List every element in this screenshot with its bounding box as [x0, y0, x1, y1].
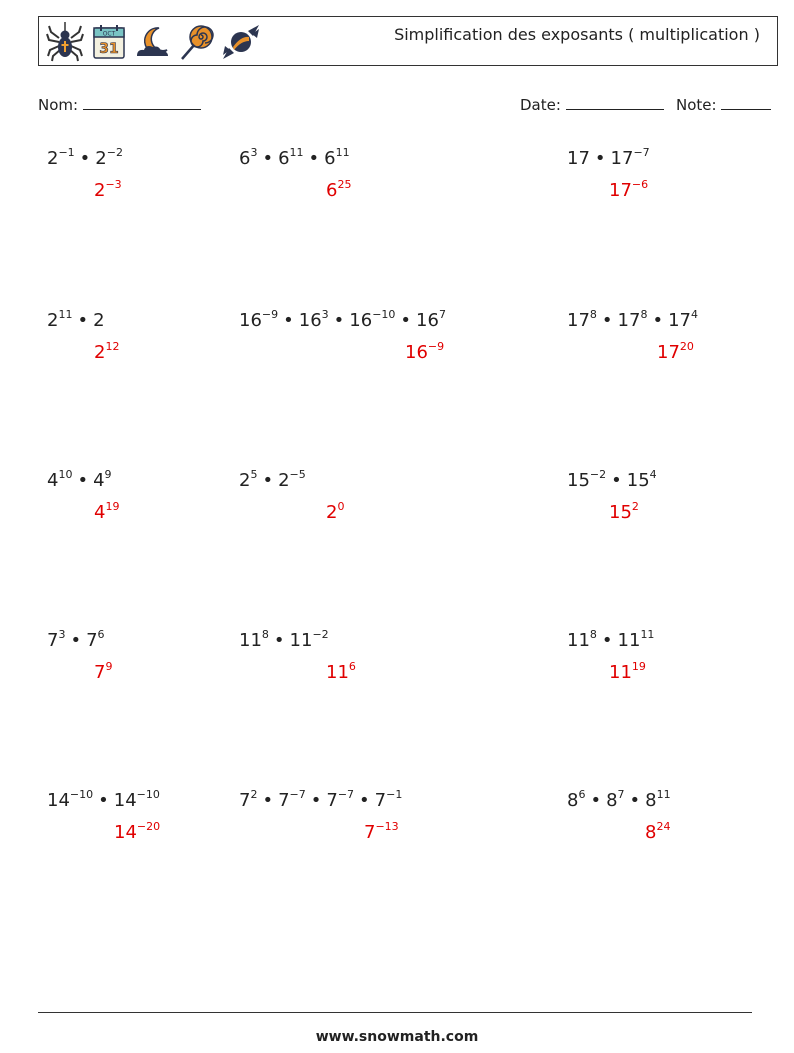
term-exponent: 6	[348, 660, 356, 673]
problem-expression	[567, 470, 657, 491]
problem-answer	[405, 342, 444, 363]
term-base: 2	[47, 148, 59, 169]
term-base: 2	[239, 470, 251, 491]
date-blank	[566, 95, 664, 110]
term-base: 17	[668, 310, 691, 331]
term-base: 17	[567, 310, 590, 331]
term-exponent: 8	[589, 628, 597, 641]
term-base: 15	[567, 470, 590, 491]
problem-expression	[239, 630, 329, 651]
term-exponent: 6	[578, 788, 586, 801]
term-exponent: −10	[372, 308, 396, 321]
problem-expression	[567, 790, 671, 811]
term-exponent: 11	[289, 146, 304, 159]
problem-expression	[47, 148, 123, 169]
term-base: 17	[617, 310, 641, 331]
problem-answer	[645, 822, 670, 843]
multiply-operator: •	[262, 148, 274, 169]
term-base: 6	[326, 180, 338, 201]
term-exponent: 3	[321, 308, 329, 321]
problem-answer	[657, 342, 694, 363]
term-base: 6	[239, 148, 251, 169]
multiply-operator: •	[333, 310, 345, 331]
term-exponent: 11	[335, 146, 350, 159]
problem-answer	[609, 180, 648, 201]
lollipop-icon	[177, 22, 217, 62]
term-base: 16	[405, 342, 428, 363]
header-icons	[45, 21, 261, 63]
term-exponent: −10	[136, 788, 160, 801]
term-exponent: 2	[250, 788, 258, 801]
date-field	[520, 95, 664, 114]
term-exponent: 20	[679, 340, 694, 353]
term-base: 11	[326, 662, 349, 683]
term-exponent: 11	[656, 788, 671, 801]
term-exponent: 24	[656, 820, 671, 833]
term-base: 11	[239, 630, 262, 651]
problem-expression	[47, 470, 112, 491]
multiply-operator: •	[594, 148, 606, 169]
term-base: 16	[239, 310, 262, 331]
term-base: 11	[617, 630, 641, 651]
calendar-day: 31	[99, 41, 119, 57]
term-exponent: 7	[438, 308, 446, 321]
term-base: 11	[289, 630, 313, 651]
footer-url: www.snowmath.com	[315, 1029, 479, 1045]
term-base: 8	[645, 822, 657, 843]
note-blank	[721, 95, 771, 110]
calendar-icon	[89, 22, 129, 62]
problem-expression	[239, 310, 446, 331]
term-exponent: 12	[105, 340, 120, 353]
term-base: 8	[567, 790, 579, 811]
term-base: 14	[114, 822, 137, 843]
term-exponent: 8	[589, 308, 597, 321]
problem-expression	[567, 148, 650, 169]
moon-cloud-icon	[133, 22, 173, 62]
name-label: Nom:	[38, 96, 79, 114]
term-exponent: −7	[289, 788, 306, 801]
term-base: 17	[610, 148, 634, 169]
term-exponent: −2	[106, 146, 123, 159]
term-base: 8	[606, 790, 618, 811]
term-base: 15	[626, 470, 650, 491]
multiply-operator: •	[590, 790, 602, 811]
term-exponent: −5	[289, 468, 306, 481]
problem-answer	[94, 662, 112, 683]
term-base: 7	[326, 790, 338, 811]
term-base: 7	[86, 630, 98, 651]
date-label: Date:	[520, 96, 561, 114]
multiply-operator: •	[262, 790, 274, 811]
problem-answer	[609, 662, 646, 683]
term-exponent: −13	[375, 820, 399, 833]
term-exponent: 19	[105, 500, 120, 513]
multiply-operator: •	[308, 148, 320, 169]
multiply-operator: •	[283, 310, 294, 331]
term-base: 16	[298, 310, 322, 331]
term-base: 2	[95, 148, 107, 169]
problem-expression	[47, 630, 105, 651]
multiply-operator: •	[79, 148, 91, 169]
multiply-operator: •	[601, 310, 613, 331]
term-exponent: −1	[386, 788, 403, 801]
multiply-operator: •	[400, 310, 412, 331]
term-exponent: 11	[640, 628, 655, 641]
term-exponent: −1	[58, 146, 75, 159]
term-base: 4	[94, 502, 106, 523]
term-exponent: 8	[261, 628, 269, 641]
term-base: 11	[567, 630, 590, 651]
term-exponent: 0	[337, 500, 345, 513]
term-base: 7	[47, 630, 59, 651]
problem-expression	[239, 470, 306, 491]
term-exponent: −2	[312, 628, 329, 641]
term-exponent: −6	[631, 178, 649, 191]
term-base: 17	[657, 342, 680, 363]
term-exponent: −10	[69, 788, 94, 801]
term-base: 2	[93, 310, 105, 331]
term-base: 17	[609, 180, 632, 201]
term-base: 2	[94, 180, 106, 201]
term-exponent: 4	[649, 468, 657, 481]
multiply-operator: •	[601, 630, 613, 651]
term-base: 7	[94, 662, 106, 683]
multiply-operator: •	[652, 310, 664, 331]
problem-expression	[239, 790, 402, 811]
term-base: 6	[324, 148, 336, 169]
term-exponent: −7	[633, 146, 650, 159]
term-exponent: −2	[589, 468, 607, 481]
term-base: 2	[94, 342, 106, 363]
term-base: 4	[93, 470, 105, 491]
problem-expression	[567, 310, 698, 331]
term-exponent: 25	[337, 178, 352, 191]
problem-answer	[94, 180, 122, 201]
term-exponent: 4	[690, 308, 698, 321]
term-exponent: 5	[250, 468, 258, 481]
problem-expression	[47, 790, 160, 811]
problem-answer	[326, 180, 351, 201]
term-base: 17	[567, 148, 590, 169]
term-exponent: 9	[105, 660, 113, 673]
term-exponent: −3	[105, 178, 122, 191]
footer-divider	[38, 1012, 752, 1013]
candy-icon	[221, 22, 261, 62]
term-exponent: 8	[640, 308, 648, 321]
term-base: 7	[364, 822, 376, 843]
term-exponent: −7	[337, 788, 355, 801]
term-base: 16	[416, 310, 439, 331]
term-exponent: 7	[617, 788, 625, 801]
term-exponent: 19	[631, 660, 646, 673]
term-exponent: 9	[104, 468, 112, 481]
multiply-operator: •	[262, 470, 274, 491]
term-base: 7	[239, 790, 251, 811]
worksheet-title: Simplification des exposants ( multiplication )	[394, 25, 760, 44]
term-exponent: 3	[58, 628, 66, 641]
term-exponent: 10	[58, 468, 73, 481]
term-base: 16	[349, 310, 373, 331]
problem-answer	[326, 662, 356, 683]
calendar-month: OCT	[102, 30, 116, 38]
term-base: 14	[47, 790, 70, 811]
term-base: 7	[374, 790, 387, 811]
name-field	[38, 95, 201, 114]
term-base: 4	[47, 470, 59, 491]
term-base: 11	[609, 662, 632, 683]
term-base: 2	[47, 310, 59, 331]
term-exponent: −20	[136, 820, 161, 833]
worksheet-header	[38, 16, 778, 66]
term-exponent: 3	[250, 146, 258, 159]
problem-answer	[94, 342, 119, 363]
multiply-operator: •	[70, 630, 82, 651]
name-blank	[83, 95, 201, 110]
multiply-operator: •	[98, 790, 109, 811]
multiply-operator: •	[77, 310, 89, 331]
multiply-operator: •	[310, 790, 322, 811]
multiply-operator: •	[77, 470, 89, 491]
multiply-operator: •	[611, 470, 622, 491]
term-base: 2	[326, 502, 338, 523]
problem-expression	[47, 310, 105, 331]
term-exponent: −9	[261, 308, 279, 321]
term-exponent: 6	[97, 628, 105, 641]
term-exponent: 11	[58, 308, 73, 321]
term-base: 7	[278, 790, 290, 811]
note-field	[676, 95, 771, 114]
problem-expression	[239, 148, 350, 169]
problem-expression	[567, 630, 654, 651]
spider-icon	[45, 22, 85, 62]
term-base: 8	[645, 790, 657, 811]
multiply-operator: •	[629, 790, 641, 811]
multiply-operator: •	[273, 630, 285, 651]
problem-answer	[609, 502, 639, 523]
problem-answer	[114, 822, 160, 843]
term-exponent: −9	[427, 340, 445, 353]
term-base: 14	[113, 790, 137, 811]
term-base: 6	[278, 148, 290, 169]
term-base: 15	[609, 502, 632, 523]
note-label: Note:	[676, 96, 717, 114]
problem-answer	[364, 822, 399, 843]
multiply-operator: •	[359, 790, 370, 811]
problem-answer	[94, 502, 119, 523]
term-base: 2	[278, 470, 290, 491]
problem-answer	[326, 502, 344, 523]
term-exponent: 2	[631, 500, 639, 513]
